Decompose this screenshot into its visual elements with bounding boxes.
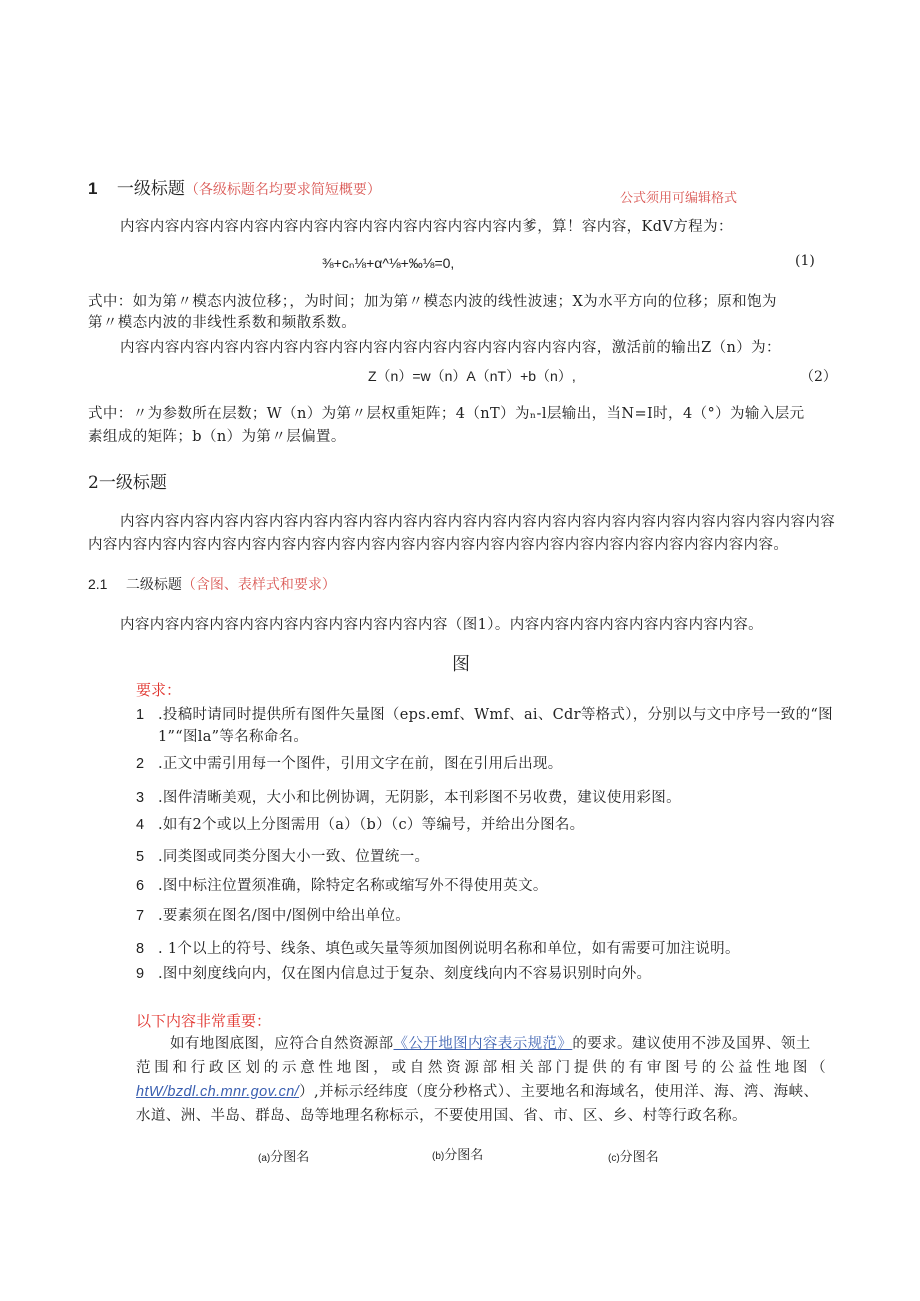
equation-2-number: （2） <box>800 369 837 385</box>
subfigure-name: 分图名 <box>619 1149 659 1164</box>
important-title: 以下内容非常重要： <box>136 1013 272 1030</box>
requirement-number: 1 <box>136 707 145 723</box>
section1-para1: 内容内容内容内容内容内容内容内容内容内容内容内容内容内爹，算！容内容，KdV方程为： <box>120 219 733 235</box>
section2-para-line1: 内容内容内容内容内容内容内容内容内容内容内容内容内容内容内容内容内容内容内容内容内容内容内容内容 <box>120 514 836 530</box>
subfigure-caption-b <box>432 1144 483 1163</box>
subfigure-caption-a <box>258 1146 309 1165</box>
important-line1 <box>170 1032 811 1053</box>
requirement-number: 8 <box>136 941 145 957</box>
requirement-text: .正文中需引用每一个图件，引用文字在前，图在引用后出现。 <box>158 756 563 772</box>
section1-heading-note: （各级标题名均要求简短概要） <box>184 182 381 198</box>
section1-explain2-line2: 素组成的矩阵；b（n）为第〃层偏置。 <box>88 429 346 445</box>
requirement-text: .同类图或同类分图大小一致、位置统一。 <box>158 849 430 865</box>
figure-label: 图 <box>452 654 470 675</box>
important-line1-a: 如有地图底图，应符合自然资源部 <box>170 1036 394 1052</box>
section21-heading <box>88 574 336 594</box>
requirement-text: .投稿时请同时提供所有图件矢量图（eps.emf、Wmf、ai、Cdr等格式），分别以与文中序号一致的“图 <box>158 707 833 723</box>
requirement-text: . 1个以上的符号、线条、填色或矢量等须加图例说明名称和单位，如有需要可加注说明。 <box>158 941 740 957</box>
subfigure-label: (b) <box>432 1151 445 1162</box>
requirement-text: .要素须在图名/图中/图例中给出单位。 <box>158 908 411 924</box>
requirement-number: 5 <box>136 849 145 865</box>
section1-explain1-line2: 第〃模态内波的非线性系数和频散系数。 <box>88 315 357 331</box>
subfigure-name: 分图名 <box>270 1149 310 1164</box>
important-line3-b: ）,并标示经纬度（度分秒格式）、主要地名和海域名，使用洋、海、湾、海峡、 <box>299 1084 819 1100</box>
requirement-number: 6 <box>136 878 145 894</box>
requirements-title: 要求： <box>136 682 182 699</box>
section2-heading: 2一级标题 <box>88 473 167 493</box>
subfigure-name: 分图名 <box>444 1147 484 1162</box>
section1-explain2-line1: 式中：〃为参数所在层数；W（n）为第〃层权重矩阵；4（nT）为ₙ-l层输出，当N=I时，4（°）为输入层元 <box>88 406 805 422</box>
section21-para: 内容内容内容内容内容内容内容内容内容内容内容（图1）。内容内容内容内容内容内容内容内容。 <box>120 617 764 633</box>
equation-2: Z（n）=w（n）A（nT）+b（n）, <box>368 368 576 384</box>
requirement-item-1-cont: 1”“图la”等名称命名。 <box>158 729 309 745</box>
mnr-website-link[interactable]: htW/bzdl.ch.mnr.gov.cn/ <box>136 1084 300 1100</box>
section1-explain1-line1: 式中：如为第〃模态内波位移；，为时间；加为第〃模态内波的线性波速；X为水平方向的位移；原和饱为 <box>88 294 777 310</box>
requirement-item-8 <box>136 937 740 958</box>
equation-1-number: (1) <box>795 253 815 269</box>
important-line3 <box>136 1080 818 1101</box>
section21-heading-text: 二级标题 <box>125 577 182 593</box>
requirement-item-2 <box>136 752 563 773</box>
requirement-number: 7 <box>136 908 145 924</box>
section1-heading <box>88 174 381 199</box>
requirement-number: 4 <box>136 817 145 833</box>
requirement-item-4 <box>136 813 584 834</box>
section21-heading-note: （含图、表样式和要求） <box>181 577 336 593</box>
requirement-item-9 <box>136 962 651 983</box>
section2-para-line2: 内容内容内容内容内容内容内容内容内容内容内容内容内容内容内容内容内容内容内容内容内容内容内容。 <box>88 537 789 553</box>
requirement-number: 9 <box>136 966 145 982</box>
requirement-text: .图中刻度线向内，仅在图内信息过于复杂、刻度线向内不容易识别时向外。 <box>158 966 652 982</box>
important-line1-b: 的要求。建议使用不涉及国界、领土 <box>572 1036 811 1052</box>
formula-note: 公式须用可编辑格式 <box>620 190 738 205</box>
requirement-item-5 <box>136 845 429 866</box>
requirement-item-1 <box>136 703 833 724</box>
equation-1: ⅜+cₙ⅛+α^⅛+‰⅛=0, <box>322 255 455 271</box>
requirement-text: .图件清晰美观，大小和比例协调，无阴影，本刊彩图不另收费，建议使用彩图。 <box>158 790 681 806</box>
requirement-text: .图中标注位置须准确，除特定名称或缩写外不得使用英文。 <box>158 878 548 894</box>
requirement-item-6 <box>136 874 548 895</box>
subfigure-caption-c <box>608 1146 659 1165</box>
requirement-number: 3 <box>136 790 145 806</box>
important-line2: 范围和行政区划的示意性地图，或自然资源部相关部门提供的有审图号的公益性地图（ <box>136 1060 826 1076</box>
requirement-item-3 <box>136 786 681 807</box>
requirement-text: .如有2个或以上分图需用（a）（b）（c）等编号，并给出分图名。 <box>158 817 585 833</box>
requirement-number: 2 <box>136 756 145 772</box>
section1-para2: 内容内容内容内容内容内容内容内容内容内容内容内容内容内容内容内容，激活前的输出Z（n）为： <box>120 340 781 356</box>
important-line4: 水道、洲、半岛、群岛、岛等地理名称标示，不要使用国、省、市、区、乡、村等行政名称。 <box>136 1108 747 1124</box>
section21-heading-number: 2.1 <box>88 576 108 592</box>
section1-heading-text: 一级标题 <box>116 179 185 199</box>
section1-heading-number: 1 <box>88 179 98 198</box>
requirement-item-7 <box>136 904 410 925</box>
subfigure-label: (c) <box>608 1153 620 1164</box>
map-standard-link[interactable]: 《公开地图内容表示规范》 <box>393 1036 573 1052</box>
subfigure-label: (a) <box>258 1153 271 1164</box>
